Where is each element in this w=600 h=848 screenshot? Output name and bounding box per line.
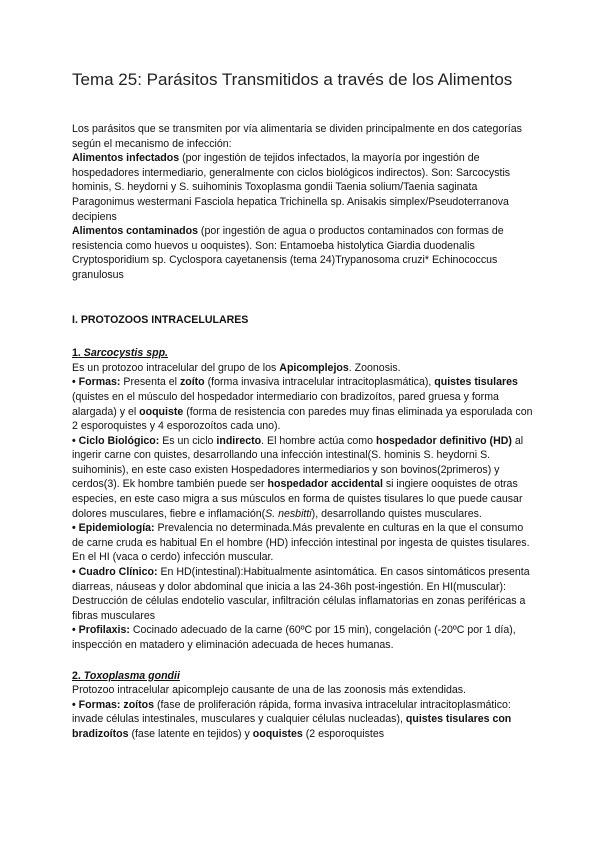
sarco-formas-f: ooquiste (139, 405, 184, 418)
sarco-ciclo-i: ), desarrollando quistes musculares. (311, 507, 482, 520)
sarco-ciclo-g: si ingiere ooquistes de otras especies, en este caso migra a sus músculos en forma de quistes tisulares lo que puede causar dolores musculares, fiebre e inflamación( (72, 478, 523, 520)
toxo-formas-g: (2 esporoquistes (302, 727, 385, 740)
sarco-formas-a: Presenta el (120, 376, 180, 389)
sarco-ciclo-a: Es un ciclo (159, 434, 217, 447)
sarco-formas-g: (forma de resistencia con paredes muy finas eliminada ya esporulada con 2 esporoquistes y 4 esporozoítos cada uno). (72, 405, 533, 433)
sarcocystis-epidemiologia (72, 521, 536, 565)
sarco-formas-c: (forma invasiva intracelular intracitoplasmática), (204, 376, 435, 389)
sarco-formas-e: (quistes en el músculo del hospedador intermediario con bradizoítos, pared gruesa y forma alargada) y el (72, 390, 499, 418)
sarcocystis-heading-name: Sarcocystis spp. (83, 347, 168, 360)
sarco-ciclo-e: al ingerir carne con quistes, desarrollando una infección intestinal(S. hominis S. heydorni S. suihominis), en este caso existen Hospedadores intermediarios y son bovinos(2primeros) y cerdos(3). Ek hombre también puede ser (72, 434, 524, 491)
sarcocystis-intro (72, 361, 536, 376)
toxoplasma-heading-name: Toxoplasma gondii (83, 669, 180, 682)
sarco-ciclo-h: S. nesbitti (265, 507, 312, 520)
sarco-cuadro-text: En HD(intestinal):Habitualmente asintomática. En casos sintomáticos presenta diarreas, náuseas y dolor abdominal que inicia a las 24-36h post-ingestión. En HI(muscular): Destrucción de células endotelio vascular, infiltración células inflamatorias en zonas periféricas a fibras musculares (72, 566, 530, 622)
sarco-ciclo-c: . El hombre actúa como (261, 434, 376, 447)
sarcocystis-profilaxis (72, 623, 536, 652)
sarco-prof-text: Cocinado adecuado de la carne (60ºC por 15 min), congelación (-20ºC por 1 día), inspección en matadero y eliminación adecuada de heces humanas. (72, 624, 516, 651)
toxoplasma-heading-num: 2. (72, 669, 84, 682)
sarco-ciclo-b: indirecto (216, 434, 262, 447)
infectados-text: (por ingestión de tejidos infectados, la mayoría por ingestión de hospedadores intermediario, generalmente con ciclos biológicos indirectos). Son: Sarcocystis hominis, S. heydorni y S. suihominis Toxoplasma gondii Taenia solium/Taenia saginata Paragonimus westermani Fasciola hepatica Trichinella sp. Anisakis simplex/Pseudoterranova decipiens (72, 152, 511, 223)
page-title: Tema 25: Parásitos Transmitidos a través de los Alimentos (72, 70, 513, 89)
toxoplasma-formas (72, 698, 536, 742)
contaminados-label: Alimentos contaminados (72, 225, 198, 238)
section-heading: I. PROTOZOOS INTRACELULARES (72, 313, 249, 326)
toxo-formas-f: ooquistes (252, 727, 303, 740)
toxo-formas-label: • Formas: (72, 698, 121, 711)
sarco-epi-label: • Epidemiología: (72, 522, 155, 535)
toxo-formas-b: zoítos (123, 698, 155, 711)
contaminados-text: (por ingestión de agua o productos contaminados con formas de resistencia como huevos u ooquistes). Son: Entamoeba histolytica Giardia duodenalis Cryptosporidium sp. Cyclospora cayetanensis (tema 24)Trypanosoma cruzi* Echinococcus granulosus (72, 225, 504, 281)
sarco-formas-b: zoíto (179, 376, 205, 389)
toxoplasma-intro: Protozoo intracelular apicomplejo causante de una de las zoonosis más extendidas. (72, 684, 466, 697)
toxo-formas-d: quistes tisulares con bradizoítos (72, 713, 512, 740)
toxoplasma-heading (72, 669, 536, 684)
intro-paragraph (72, 122, 536, 283)
sarco-formas-d: quistes tisulares (434, 376, 518, 389)
sarcocystis-ciclo (72, 434, 536, 522)
sarco-ciclo-label: • Ciclo Biológico: (72, 434, 160, 447)
sarcocystis-heading-num: 1. (72, 347, 84, 360)
sarcocystis-cuadro-clinico (72, 565, 536, 623)
sarco-intro-b: Apicomplejos (279, 361, 349, 374)
sarco-prof-label: • Profilaxis: (72, 624, 130, 637)
sarco-ciclo-d: hospedador definitivo (HD) (375, 434, 512, 447)
sarco-cuadro-label: • Cuadro Clínico: (72, 566, 158, 579)
document-body (72, 122, 536, 742)
sarco-intro-a: Es un protozoo intracelular del grupo de los (72, 361, 280, 374)
sarcocystis-heading (72, 346, 536, 361)
sarco-epi-text: Prevalencia no determinada.Más prevalente en culturas en la que el consumo de carne cruda es habitual En el hombre (HD) infección intestinal por ingesta de quistes tisulares. En el HI (vaca o cerdo) infección muscular. (72, 522, 530, 564)
intro-lead: Los parásitos que se transmiten por vía alimentaria se dividen principalmente en dos categorías según el mecanismo de infección: (72, 123, 522, 150)
toxo-formas-e: (fase latente en tejidos) y (128, 727, 253, 740)
sarco-formas-label: • Formas: (72, 376, 121, 389)
infectados-label: Alimentos infectados (72, 152, 180, 165)
toxo-formas-c: (fase de proliferación rápida, forma invasiva intracelular intracitoplasmático: invade células intestinales, musculares y cualquier células nucleadas), (72, 698, 511, 726)
sarcocystis-formas (72, 375, 536, 433)
sarco-ciclo-f: hospedador accidental (267, 478, 383, 491)
sarco-intro-c: . Zoonosis. (348, 361, 401, 374)
